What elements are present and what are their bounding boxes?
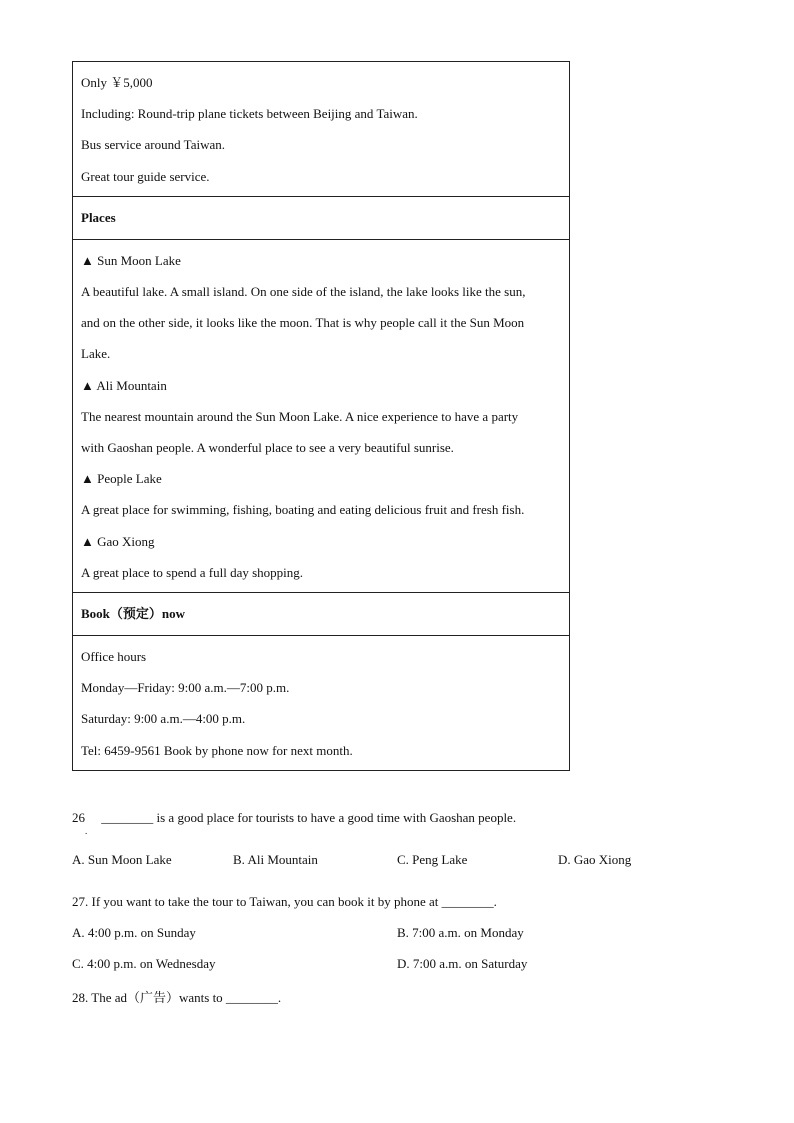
office-section (73, 635, 569, 770)
option-b[interactable]: B. Ali Mountain (233, 852, 318, 867)
place-desc-line: The nearest mountain around the Sun Moon Lake. A nice experience to have a party (81, 408, 519, 424)
place-desc-line: A beautiful lake. A small island. On one side of the island, the lake looks like the sun, (81, 284, 526, 300)
saturday-hours: Saturday: 9:00 a.m.—4:00 p.m. (81, 711, 246, 727)
place-desc-line: and on the other side, it looks like the moon. That is why people call it the Sun Moon (81, 315, 525, 331)
question-28: 28. The ad（广告）wants to ________. (72, 990, 282, 1005)
place-item (81, 245, 561, 370)
option-d[interactable]: D. Gao Xiong (558, 852, 632, 867)
places-heading-section (73, 196, 569, 239)
price-section (73, 62, 569, 196)
option-a[interactable]: A. 4:00 p.m. on Sunday (72, 925, 196, 940)
question-27: 27. If you want to take the tour to Taiwan, you can book it by phone at ________. (72, 894, 497, 909)
places-section (73, 239, 569, 592)
question-number: 26 (72, 810, 85, 825)
places-heading: Places (81, 209, 116, 225)
question-26 (72, 810, 516, 826)
place-desc-line: with Gaoshan people. A wonderful place to see a very beautiful sunrise. (81, 440, 454, 456)
telephone-line: Tel: 6459-9561 Book by phone now for next month. (81, 742, 353, 758)
question-stem: ________ is a good place for tourists to have a good time with Gaoshan people. (101, 810, 517, 825)
weekday-hours: Monday—Friday: 9:00 a.m.—7:00 p.m. (81, 680, 290, 696)
place-name: ▲ People Lake (81, 471, 162, 487)
bus-text: Bus service around Taiwan. (81, 137, 225, 153)
book-heading-section (73, 592, 569, 635)
decorative-dot: . (85, 826, 88, 836)
place-name: ▲ Gao Xiong (81, 533, 155, 549)
price-text: Only ￥5,000 (81, 75, 153, 90)
book-heading: Book（预定）now (81, 606, 186, 622)
option-c[interactable]: C. 4:00 p.m. on Wednesday (72, 956, 216, 971)
place-desc-line: Lake. (81, 346, 111, 362)
place-desc-line: A great place to spend a full day shopping. (81, 564, 304, 580)
place-item (81, 370, 561, 464)
guide-text: Great tour guide service. (81, 168, 210, 184)
option-d[interactable]: D. 7:00 a.m. on Saturday (397, 956, 528, 971)
travel-ad-box (72, 61, 570, 771)
option-c[interactable]: C. Peng Lake (397, 852, 468, 867)
place-name: ▲ Sun Moon Lake (81, 252, 181, 268)
place-item (81, 463, 561, 525)
option-a[interactable]: A. Sun Moon Lake (72, 852, 172, 867)
office-hours-label: Office hours (81, 649, 147, 665)
place-item (81, 526, 561, 588)
option-b[interactable]: B. 7:00 a.m. on Monday (397, 925, 524, 940)
place-name: ▲ Ali Mountain (81, 377, 167, 393)
including-text: Including: Round-trip plane tickets between Beijing and Taiwan. (81, 106, 418, 122)
place-desc-line: A great place for swimming, fishing, boating and eating delicious fruit and fresh fish. (81, 502, 525, 518)
